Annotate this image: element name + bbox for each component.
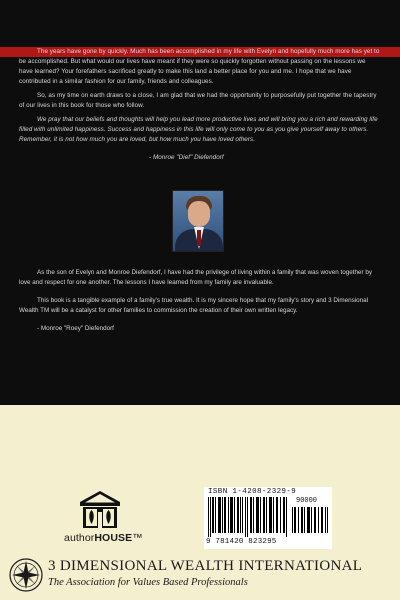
organization-tagline: The Association for Values Based Professionals — [48, 577, 248, 588]
isbn-barcode — [204, 487, 332, 549]
paragraph-5: This book is a tangible example of a family's true wealth. It is my sincere hope that my family's story and 3 Dimensional Wealth TM will be a catalyst for other families to commission the creation of their own written legacy. — [19, 297, 369, 314]
quote-text-block — [19, 47, 381, 163]
addon-barcode-bars — [292, 507, 328, 533]
isbn-label: ISBN 1-4208-2329-9 — [208, 488, 297, 496]
publisher-logo — [64, 490, 143, 554]
paragraph-1: The years have gone by quickly. Much has been accomplished in my life with Evelyn and hopefully much more has yet to be accomplished. But what would our lives have meant if they were so quickly forgotten without passing on the lessons we have learned? Your forefathers sacrificed greatly to make this land a better place for you and me. I hope that we have contributed in a similar fashion for our family, friends and colleagues. — [19, 48, 380, 85]
paragraph-3: We pray that our beliefs and thoughts will help you lead more productive lives and will bring you a rich and rewarding life filled with unlimited happiness. Success and happiness in this life will only come to you as you give yourself away to others. Remember, it is not how much you are loved, but how much you have loved others. — [19, 116, 378, 143]
son-text-block — [19, 268, 381, 342]
signature-dief: - Monroe "Dief" Diefendorf — [149, 154, 224, 161]
ean-digits: 9 781420 823295 — [206, 538, 277, 546]
ean-barcode-bars — [208, 497, 288, 537]
author-portrait — [172, 190, 224, 252]
paragraph-4: As the son of Evelyn and Monroe Diefendorf, I have had the privilege of living within a family that was woven together by love and respect for one another. The lessons I have learned from my family are invaluable. — [19, 269, 372, 286]
organization-name: 3 DIMENSIONAL WEALTH INTERNATIONAL — [48, 558, 363, 574]
price-addon: 90000 — [296, 497, 318, 505]
compass-logo-icon — [8, 557, 44, 593]
paragraph-2: So, as my time on earth draws to a close, I am glad that we had the opportunity to purposefully put together the tapestry of our lives in this book for those who follow. — [19, 92, 377, 109]
authorhouse-icon — [78, 490, 122, 530]
signature-roey: - Monroe "Roey" Diefendorf — [37, 325, 114, 332]
publisher-name: authorHOUSE™ — [64, 532, 143, 544]
